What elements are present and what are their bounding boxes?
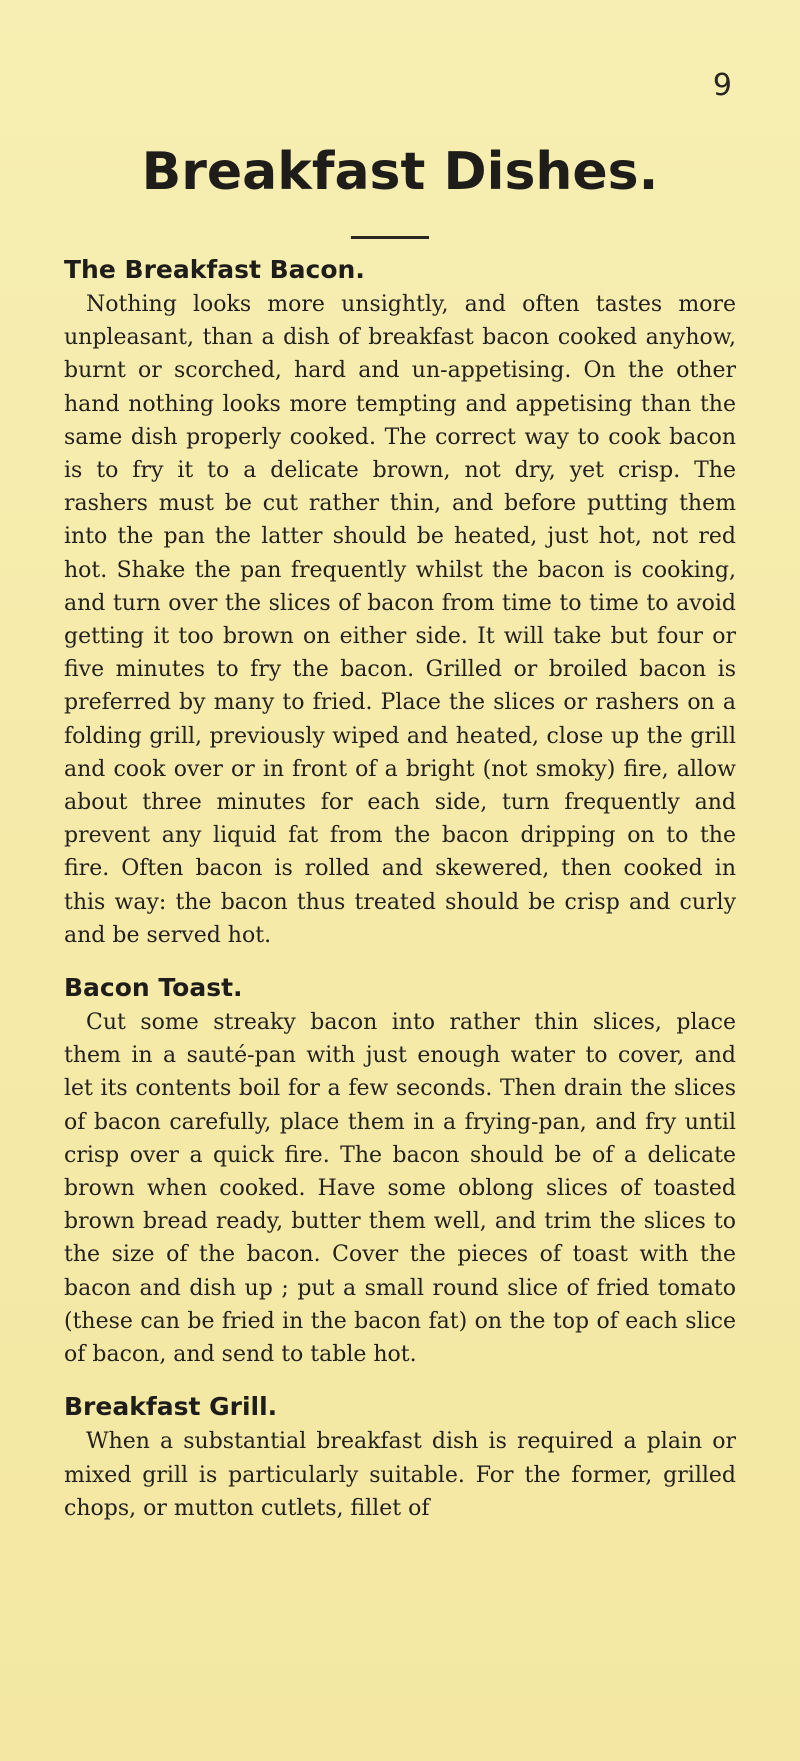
section-breakfast-bacon (64, 252, 736, 952)
section-heading: Bacon Toast. (64, 973, 243, 1003)
section-breakfast-grill (64, 1389, 736, 1525)
section-heading: Breakfast Grill. (64, 1392, 278, 1422)
section-bacon-toast (64, 970, 736, 1371)
page-number: 9 (712, 68, 732, 103)
section-body: Nothing looks more unsightly, and often tastes more unpleasant, than a dish of breakfast bacon cooked anyhow, burnt or scorched, hard and un-appetising. On the other hand nothing looks more tempting and appetising than the same dish properly cooked. The correct way to cook bacon is to fry it to a delicate brown, not dry, yet crisp. The rashers must be cut rather thin, and before putting them into the pan the latter should be heated, just hot, not red hot. Shake the pan frequently whilst the bacon is cooking, and turn over the slices of bacon from time to time to avoid getting it too brown on either side. It will take but four or five minutes to fry the bacon. Grilled or broiled bacon is preferred by many to fried. Place the slices or rashers on a folding grill, previously wiped and heated, close up the grill and cook over or in front of a bright (not smoky) fire, allow about three minutes for each side, turn frequently and prevent any liquid fat from the bacon dripping on to the fire. Often bacon is rolled and skewered, then cooked in this way: the bacon thus treated should be crisp and curly and be served hot. (64, 292, 736, 948)
page-title: Breakfast Dishes. (141, 142, 659, 202)
recipe-content (64, 252, 736, 1525)
section-body: Cut some streaky bacon into rather thin slices, place them in a sauté-pan with just enough water to cover, and let its contents boil for a few seconds. Then drain the slices of bacon carefully, place them in a frying-pan, and fry until crisp over a quick fire. The bacon should be of a delicate brown when cooked. Have some oblong slices of toasted brown bread ready, butter them well, and trim the slices to the size of the bacon. Cover the pieces of toast with the bacon and dish up ; put a small round slice of fried tomato (these can be fried in the bacon fat) on the top of each slice of bacon, and send to table hot. (64, 1010, 736, 1368)
title-divider (351, 236, 429, 239)
section-body: When a substantial breakfast dish is required a plain or mixed grill is particularly suitable. For the former, grilled chops, or mutton cutlets, fillet of (64, 1429, 736, 1521)
section-heading: The Breakfast Bacon. (64, 255, 365, 284)
